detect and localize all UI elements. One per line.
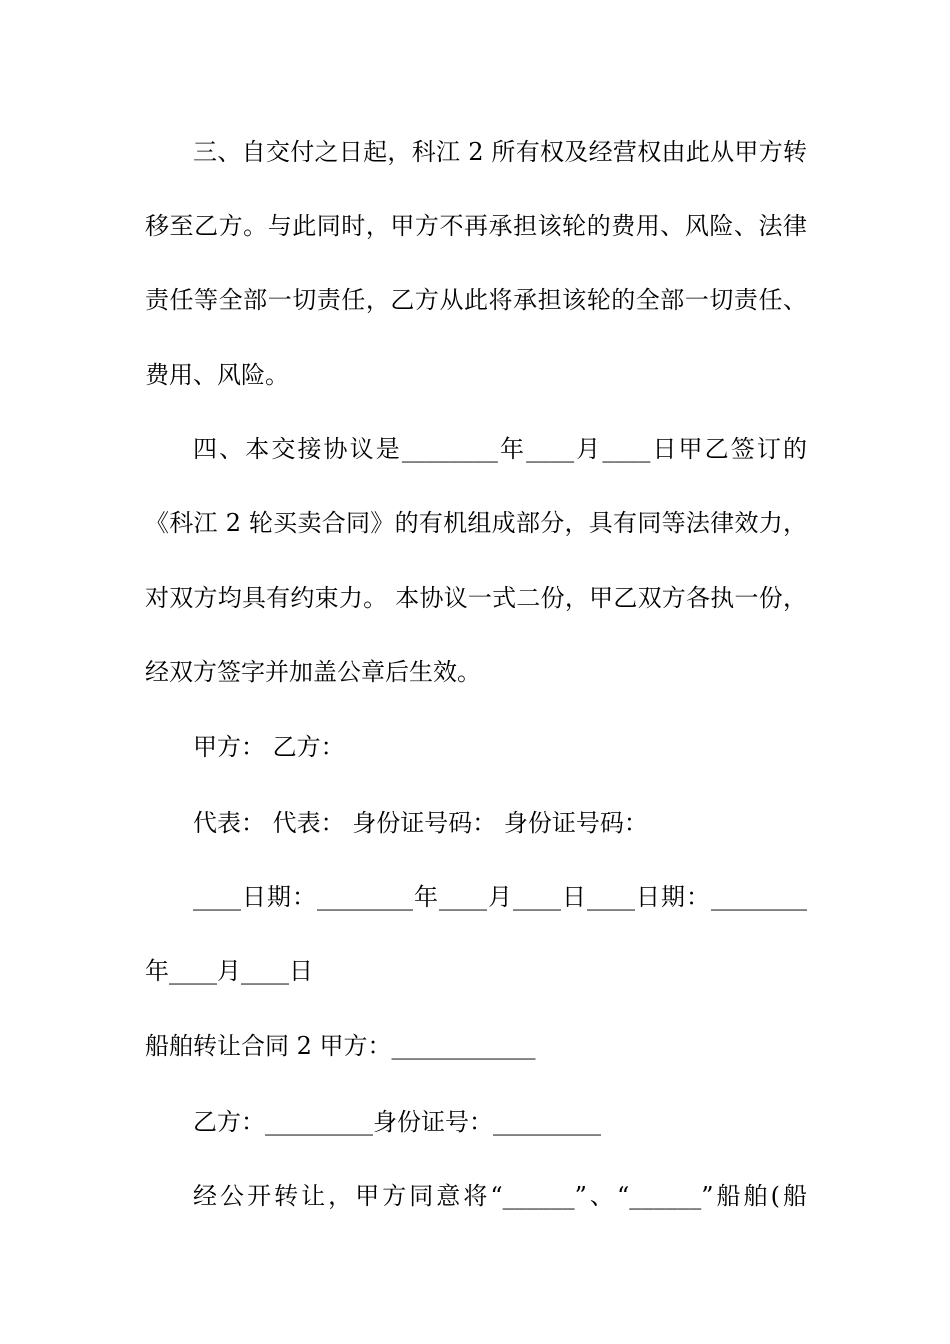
clause-3-line-1: 三、自交付之日起，科江 2 所有权及经营权由此从甲方转 [193,138,807,166]
date-line-1: ____日期：________年____月____日____日期：________ [193,883,807,911]
date-line-2: 年____月____日 [145,957,313,985]
party-line: 甲方： 乙方： [193,733,345,761]
clause-3-line-2: 移至乙方。与此同时，甲方不再承担该轮的费用、风险、法律 [145,212,807,240]
clause-4-line-1: 四、本交接协议是________年____月____日甲乙签订的 [193,435,807,463]
clause-4-line-3: 对双方均具有约束力。 本协议一式二份，甲乙双方各执一份， [145,584,807,612]
transfer-clause-line: 经公开转让，甲方同意将“______”、“______”船舶(船 [193,1182,807,1210]
clause-4-line-4: 经双方签字并加盖公章后生效。 [145,658,481,686]
party-b-line: 乙方：_________身份证号：_________ [193,1108,601,1136]
representative-line: 代表： 代表： 身份证号码： 身份证号码： [193,809,648,837]
contract-2-heading: 船舶转让合同 2 甲方：____________ [145,1032,536,1060]
clause-3-line-4: 费用、风险。 [145,361,289,389]
clause-4-line-2: 《科江 2 轮买卖合同》的有机组成部分，具有同等法律效力， [145,509,807,537]
clause-3-line-3: 责任等全部一切责任，乙方从此将承担该轮的全部一切责任、 [145,286,807,314]
